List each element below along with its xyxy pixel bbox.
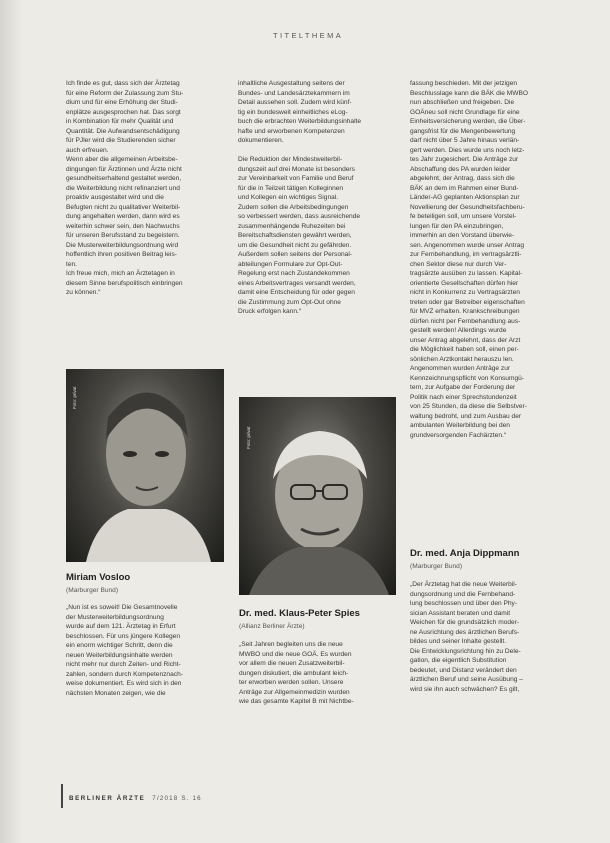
column-1-intro (66, 79, 228, 298)
column-2-intro (238, 79, 403, 317)
person-name-vosloo: Miriam Vosloo (66, 572, 131, 583)
column-1-intro-text: Ich finde es gut, dass sich der Ärztetag für eine Reform der Zulassung zum Stu- dium und für eine Erhöhung der Studi- enplätze ausgesprochen hat. Das sorgt in Kombination für mehr Qualität und Quantität. Die Aufwandsentschädigung für PJler wird die Studierenden sicher auch erfreuen. Wenn aber die allgemeinen Arbeitsbe- dingungen für Ärztinnen und Ärzte nicht gesundheitserhaltend gestaltet werden, die Weiterbildung nicht refinanziert und proaktiv ausgestaltet wird und die Befugten nicht zu qualitativer Weiterbil- dung angehalten werden, dann wird es weiterhin schwer sein, den Nachwuchs für unseren Berufsstand zu begeistern. Die Musterweiterbildungsordnung wird hoffentlich ihren positiven Beitrag leis- ten. Ich freue mich, mich an Ärztetagen in diesem Sinne berufspolitisch einbringen zu können.“ (66, 80, 184, 296)
column-3-quote (410, 580, 582, 694)
quote-text-vosloo: „Nun ist es soweit! Die Gesamtnovelle der Musterweiterbildungsordnung wurde auf dem 121. Ärztetag in Erfurt beschlossen. Für uns jüngere Kollegen ein enorm wichtiger Schritt, denn die neuen Weiterbildungsinhalte werden nicht mehr nur durch Zeiten- und Richt- zahlen, sondern durch Kompetenznach- weise dokumentiert. Es wird sich in den nächsten Monaten zeigen, wie die (66, 604, 183, 697)
footer-publication: BERLINER ÄRZTE (69, 795, 146, 802)
column-2-intro-text: inhaltliche Ausgestaltung seitens der Bundes- und Landesärztekammern im Detail aussehen soll. Zudem wird künf- tig ein bundesweit einheitliches eLog- buch die erbrachten Weiterbildungsinhalte hafte und erworbenen Kompetenzen dokumentieren. Die Reduktion der Mindestweiterbil- dungszeit auf drei Monate ist besonders zur Vereinbarkeit von Familie und Beruf für die in Teilzeit tätigen Kolleginnen und Kollegen ein wichtiges Signal. Zudem sollen die Arbeitsbedingungen so verbessert werden, dass ausreichende zusammenhängende Ruhezeiten bei Bereitschaftsdiensten gewährt werden, um die Gesundheit nicht zu gefährden. Außerdem sollen seitens der Personal- abteilungen Formulare zur Opt-Out- Regelung erst nach Zustandekommen eines Arbeitsvertrages versandt werden, damit eine Entscheidung für oder gegen die Zustimmung zum Opt-Out ohne Druck erfolgen kann.“ (238, 80, 362, 315)
column-1-quote (66, 603, 228, 698)
quote-text-dippmann: „Der Ärztetag hat die neue Weiterbil- dungsordnung und die Fernbehand- lung beschlossen und über den Phy- sician Assistant beraten und damit Weichen für die grundsätzlich moder- ne Ausrichtung des ärztlichen Berufs- bildes und seiner Inhalte gestellt. Die Entwicklungsrichtung hin zu Dele- gation, die eigentlich Substitution bedeutet, und Distanz verändert den ärztlichen Beruf und seine Ausübung – wird sie ihn auch schwächen? Es gilt, (410, 581, 523, 693)
page-footer (69, 795, 202, 802)
column-2-quote (239, 640, 404, 707)
quote-text-spies: „Seit Jahren begleiten uns die neue MWBO und die neue GOÄ. Es wurden vor allem die neuen Zusatzweiterbil- dungen diskutiert, die ambulant leich- ter erworben werden sollen. Unsere Anträge zur Allgemeinmedizin wurden wie das gesamte Kapitel B mit Nichtbe- (239, 641, 354, 705)
footer-rule (61, 784, 63, 808)
person-org-spies: (Allianz Berliner Ärzte) (239, 623, 305, 630)
page-binding-shadow (0, 0, 22, 843)
portrait-spies-illustration (239, 397, 396, 595)
person-org-dippmann: (Marburger Bund) (410, 563, 463, 570)
portrait-photo-vosloo (66, 369, 224, 562)
person-name-spies: Dr. med. Klaus-Peter Spies (239, 608, 360, 619)
person-name-dippmann: Dr. med. Anja Dippmann (410, 548, 520, 559)
column-3-intro (410, 79, 582, 440)
photo-credit-vosloo: Foto: privat (72, 386, 77, 409)
portrait-vosloo-illustration (66, 369, 224, 562)
portrait-photo-spies (239, 397, 396, 595)
person-org-vosloo: (Marburger Bund) (66, 587, 119, 594)
section-header: TITELTHEMA (273, 31, 344, 40)
column-3-intro-text: fassung beschieden. Mit der jetzigen Beschlusslage kann die BÄK die MWBO nun abschließen und freigeben. Die GOÄneu soll nicht Grundlage für eine Einheitsversicherung werden, die Über- gangsfrist für die Mengenbewertung darf nicht über 5 Jahre hinaus verlän- gert werden. Dies wurde uns noch letz- tes Jahr zugesichert. Die Anträge zur Abschaffung des PA wurden leider abgelehnt, der Antrag, dass sich die BÄK an dem im Rahmen einer Bund- Länder-AG geplanten Aktionsplan zur Novellierung der Gesundheitsfachberu- fe beteiligen soll, um unsere Vorstel- lungen für den PA einzubringen, immerhin an den Vorstand überwie- sen. Angenommen wurde unser Antrag zur Fernbehandlung, im vertragsärztli- chen Sektor diese nur durch Ver- tragsärzte ausüben zu lassen. Kapital- orientierte Gesellschaften dürfen hier nicht in Konkurrenz zu Vertragsärzten treten oder gar Betreiber eigenschaften für MVZ erhalten. Krankschreibungen dürfen nicht per Fernbehandlung aus- gestellt werden! Allerdings wurde unser Antrag abgelehnt, dass der Arzt die Möglichkeit haben soll, einen per- sönlichen Arztkontakt herauszu len. Angenommen wurden Anträge zur Kennzeichnungspflicht von Konsumgü- tern, zur Aufgabe der Forderung der Politik nach einer Sprechstundenzeit von 25 Stunden, da diese die Selbstver- waltung bedroht, und zum Ausbau der ambulanten Weiterbildung bei den grundversorgenden Fachärzten.“ (410, 80, 529, 439)
photo-credit-spies: Foto: privat (246, 426, 251, 449)
footer-issue: 7/2018 S. 16 (152, 795, 202, 802)
